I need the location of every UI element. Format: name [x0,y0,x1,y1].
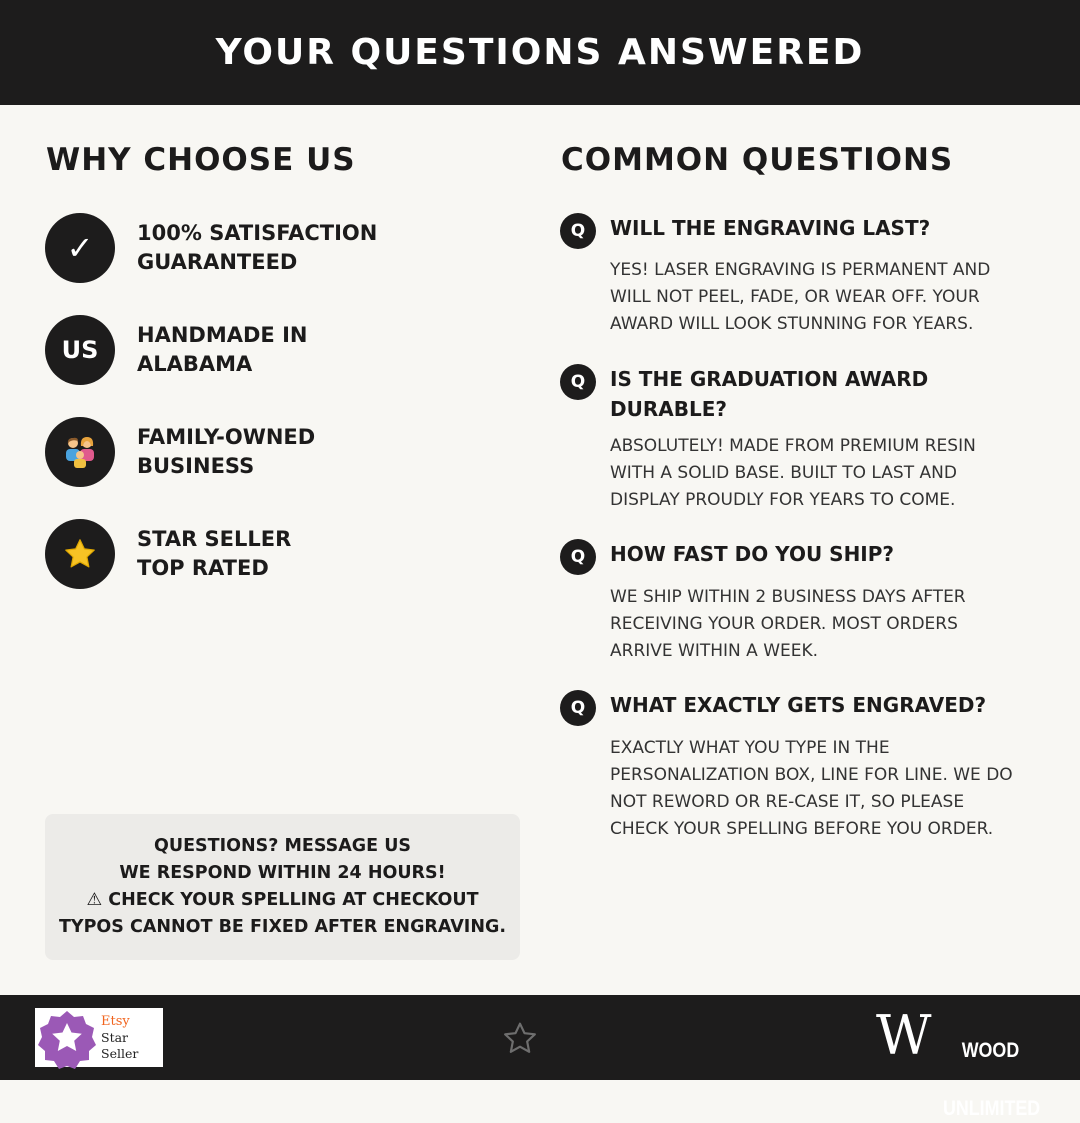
wood-unlimited-logo [876,1004,1056,1120]
star-icon [45,519,115,589]
logo-wordmark [943,1007,1040,1123]
feature-label: HANDMADE IN ALABAMA [137,323,308,376]
why-choose-us-heading: WHY CHOOSE US [46,142,356,178]
feature-star-seller [45,519,515,591]
feature-label: 100% SATISFACTION GUARANTEED [137,221,378,274]
feature-handmade [45,315,515,387]
faq-question: IS THE GRADUATION AWARD DURABLE? [610,367,929,421]
common-questions-heading: COMMON QUESTIONS [561,142,954,178]
q-badge-icon: Q [560,213,596,249]
feature-family-owned [45,417,515,489]
contact-notice-box [45,814,520,960]
notice-warning-line: ⚠ CHECK YOUR SPELLING AT CHECKOUT [86,890,479,910]
feature-satisfaction [45,213,515,285]
star-seller-text: Star Seller [101,1029,139,1061]
page-title: YOUR QUESTIONS ANSWERED [215,32,865,73]
logo-w-mark: W [876,1004,918,1067]
us-text-icon [45,315,115,385]
faq-answer: WE SHIP WITHIN 2 BUSINESS DAYS AFTER RECEIVING YOUR ORDER. MOST ORDERS ARRIVE WITHIN A WEEK. [610,587,966,661]
faq-question: WILL THE ENGRAVING LAST? [610,216,931,240]
feature-label: FAMILY-OWNED BUSINESS [137,425,316,478]
outline-star-icon [500,1019,540,1059]
us-glyph: US [61,336,99,364]
faq-answer: EXACTLY WHAT YOU TYPE IN THE PERSONALIZATION BOX, LINE FOR LINE. WE DO NOT REWORD OR RE-CASE IT, SO PLEASE CHECK YOUR SPELLING BEFORE YOU ORDER. [610,738,1013,839]
page-header [0,0,1080,105]
notice-line: TYPOS CANNOT BE FIXED AFTER ENGRAVING. [59,917,506,937]
faq-question: HOW FAST DO YOU SHIP? [610,542,895,566]
star-icon-graphic [62,536,98,572]
etsy-brand-text: Etsy [101,1013,130,1029]
family-icon-graphic [61,433,99,471]
q-badge-icon: Q [560,690,596,726]
notice-line: QUESTIONS? MESSAGE US [153,836,412,856]
checkmark-glyph: ✓ [66,229,94,267]
q-badge-icon: Q [560,364,596,400]
etsy-star-seller-badge [35,1008,163,1067]
q-badge-icon: Q [560,539,596,575]
feature-label: STAR SELLER TOP RATED [137,527,292,580]
family-icon [45,417,115,487]
star-seller-badge-icon [37,1009,97,1067]
logo-word-unlimited: UNLIMITED [943,1097,1041,1120]
faq-answer: YES! LASER ENGRAVING IS PERMANENT AND WILL NOT PEEL, FADE, OR WEAR OFF. YOUR AWARD WILL LOOK STUNNING FOR YEARS. [610,260,991,334]
faq-question: WHAT EXACTLY GETS ENGRAVED? [610,693,987,717]
page-footer [0,995,1080,1120]
faq-answer: ABSOLUTELY! MADE FROM PREMIUM RESIN WITH A SOLID BASE. BUILT TO LAST AND DISPLAY PROUDLY FOR YEARS TO COME. [610,436,976,510]
checkmark-icon [45,213,115,283]
logo-word-wood: WOOD [961,1039,1020,1062]
notice-line: WE RESPOND WITHIN 24 HOURS! [119,863,446,883]
